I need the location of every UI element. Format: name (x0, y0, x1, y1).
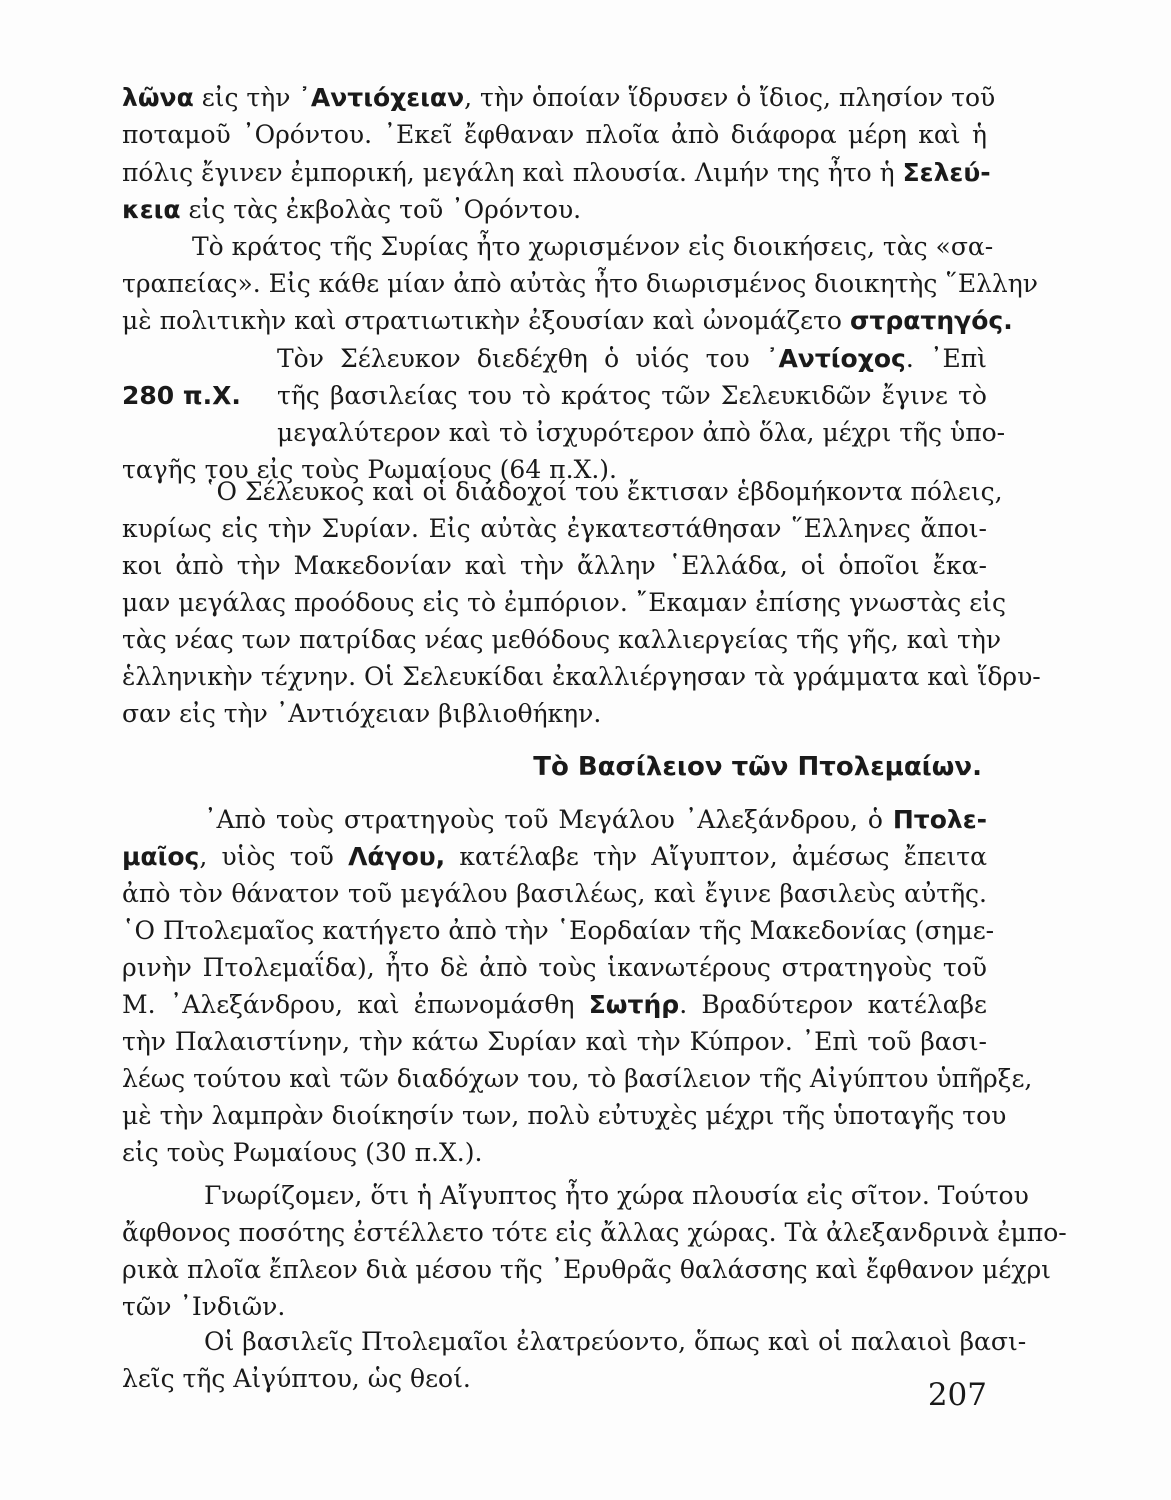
text-line (122, 118, 987, 152)
bold-term: μαῖος (122, 842, 200, 871)
text-line (122, 267, 1038, 301)
text-run: τῆς βασιλείας του τὸ κράτος τῶν Σελευκιδῶν ἔγινε τὸ (277, 381, 987, 410)
text-run: κοι ἀπὸ τὴν Μακεδονίαν καὶ τὴν ἄλλην ῾Ελλάδα, οἱ ὁποῖοι ἔκα- (122, 551, 987, 580)
text-run: . ᾿Επὶ (905, 344, 987, 373)
text-run: κατέλαβε τὴν Αἴγυπτον, ἀμέσως ἔπειτα (445, 842, 988, 871)
text-run: ποταμοῦ ᾿Ορόντου. ᾿Εκεῖ ἔφθαναν πλοῖα ἀπὸ διάφορα μέρη καὶ ἡ (122, 120, 987, 149)
text-run: ῾Ο Πτολεμαῖος κατήγετο ἀπὸ τὴν ῾Εορδαίαν τῆς Μακεδονίας (σημε- (122, 916, 995, 945)
text-run: μὲ πολιτικὴν καὶ στρατιωτικὴν ἐξουσίαν καὶ ὠνομάζετο (122, 306, 850, 335)
text-run: ταγῆς του εἰς τοὺς Ρωμαίους (64 π.Χ.). (122, 455, 618, 484)
text-run: λέως τούτου καὶ τῶν διαδόχων του, τὸ βασίλειον τῆς Αἰγύπτου ὑπῆρξε, (122, 1064, 1033, 1093)
text-line (122, 1362, 987, 1396)
text-line (122, 512, 987, 546)
text-line (122, 1136, 987, 1170)
bold-term: Σελεύ- (902, 158, 991, 187)
text-line (122, 988, 987, 1022)
text-run: εἰς τὴν (193, 83, 299, 112)
bold-term: κεια (122, 195, 181, 224)
text-run: Τὸ κράτος τῆς Συρίας ἦτο χωρισμένον εἰς διοικήσεις, τὰς «σα- (192, 232, 994, 261)
bold-term: Πτολε- (892, 805, 987, 834)
text-run: τραπείας». Εἰς κάθε μίαν ἀπὸ αὐτὰς ἦτο διωρισμένος διοικητὴς ῞Ελλην (122, 269, 1038, 298)
text-line (122, 379, 987, 413)
text-run: ἑλληνικὴν τέχνην. Οἱ Σελευκίδαι ἐκαλλιέργησαν τὰ γράμματα καὶ ἵδρυ- (122, 662, 1041, 691)
text-run: εἰς τοὺς Ρωμαίους (30 π.Χ.). (122, 1138, 483, 1167)
text-line (122, 623, 1002, 657)
text-line (122, 304, 1013, 338)
text-run: μεγαλύτερον καὶ τὸ ἰσχυρότερον ἀπὸ ὅλα, μέχρι τῆς ὑπο- (277, 418, 1006, 447)
text-run: κυρίως εἰς τὴν Συρίαν. Εἰς αὐτὰς ἐγκατεστάθησαν ῞Ελληνες ἄποι- (122, 514, 987, 543)
text-line (122, 475, 1003, 509)
text-line (122, 416, 1006, 450)
text-line (122, 1099, 1007, 1133)
text-run: μαν μεγάλας προόδους εἰς τὸ ἐμπόριον. ῎Εκαμαν ἐπίσης γνωστὰς εἰς (122, 588, 1006, 617)
text-run: ἀπὸ τὸν θάνατον τοῦ μεγάλου βασιλέως, καὶ ἔγινε βασιλεὺς αὐτῆς. (122, 879, 987, 908)
text-run: τὰς νέας των πατρίδας νέας μεθόδους καλλιεργείας τῆς γῆς, καὶ τὴν (122, 625, 1002, 654)
text-line (122, 81, 996, 115)
text-run: Τὸν Σέλευκον διεδέχθη ὁ υἱός του (277, 344, 766, 373)
text-line (122, 1253, 1051, 1287)
text-line (122, 342, 987, 376)
text-line (122, 156, 991, 190)
text-line (122, 1216, 1067, 1250)
text-run: εἰς τὰς ἐκβολὰς τοῦ ᾿Ορόντου. (180, 195, 582, 224)
text-line (122, 586, 1006, 620)
section-heading: Τὸ Βασίλειον τῶν Πτολεμαίων. (533, 752, 982, 782)
text-run: Οἱ βασιλεῖς Πτολεμαῖοι ἐλατρεύοντο, ὅπως καὶ οἱ παλαιοὶ βασι- (204, 1327, 1027, 1356)
bold-term: Σωτήρ (588, 990, 680, 1019)
text-line (122, 230, 994, 264)
text-line (122, 1179, 1029, 1213)
text-run: ρικὰ πλοῖα ἔπλεον διὰ μέσου τῆς ᾿Ερυθρᾶς θαλάσσης καὶ ἔφθανον μέχρι (122, 1255, 1051, 1284)
text-run: πόλις ἔγινεν ἐμπορική, μεγάλη καὶ πλουσία. Λιμήν της ἦτο ἡ (122, 158, 903, 187)
text-line (122, 877, 987, 911)
text-line (122, 1062, 1033, 1096)
bold-term: Λάγου, (348, 842, 446, 871)
page-number: 207 (927, 1377, 987, 1413)
text-run: ᾿Απὸ τοὺς στρατηγοὺς τοῦ Μεγάλου ᾿Αλεξάνδρου, ὁ (204, 805, 893, 834)
text-run: ρινὴν Πτολεμαΐδα), ἦτο δὲ ἀπὸ τοὺς ἱκανωτέρους στρατηγοὺς τοῦ (122, 953, 987, 982)
date-margin-note: 280 π.Χ. (122, 381, 241, 410)
text-line (122, 1325, 1027, 1359)
text-run: τῶν ᾿Ινδιῶν. (122, 1292, 286, 1321)
text-run: . Βραδύτερον κατέλαβε (679, 990, 987, 1019)
text-run: ἄφθονος ποσότης ἐστέλλετο τότε εἰς ἄλλας χώρας. Τὰ ἀλεξανδρινὰ ἐμπο- (122, 1218, 1067, 1247)
text-line (122, 1025, 987, 1059)
text-line (122, 840, 987, 874)
text-line (122, 193, 987, 227)
text-run: Μ. ᾿Αλεξάνδρου, καὶ ἐπωνομάσθη (122, 990, 589, 1019)
text-run: μὲ τὴν λαμπρὰν διοίκησίν των, πολὺ εὐτυχὲς μέχρι τῆς ὑποταγῆς του (122, 1101, 1007, 1130)
bold-term: ᾿Αντίοχος (765, 344, 906, 373)
text-run: Γνωρίζομεν, ὅτι ἡ Αἴγυπτος ἦτο χώρα πλουσία εἰς σῖτον. Τούτου (204, 1181, 1029, 1210)
text-line (122, 549, 987, 583)
text-run: , υἱὸς τοῦ (199, 842, 349, 871)
text-run: τὴν Παλαιστίνην, τὴν κάτω Συρίαν καὶ τὴν Κύπρον. ᾿Επὶ τοῦ βασι- (122, 1027, 987, 1056)
text-run: ῾Ο Σέλευκος καὶ οἱ διάδοχοί του ἔκτισαν ἑβδομήκοντα πόλεις, (204, 477, 1003, 506)
text-line (122, 951, 987, 985)
text-line (122, 914, 995, 948)
text-run: , τὴν ὁποίαν ἵδρυσεν ὁ ἴδιος, πλησίον τοῦ (464, 83, 996, 112)
text-line (122, 660, 1041, 694)
text-run: σαν εἰς τὴν ᾿Αντιόχειαν βιβλιοθήκην. (122, 699, 602, 728)
bold-term: στρατηγός. (849, 306, 1013, 335)
bold-term: λῶνα (122, 83, 194, 112)
text-line (122, 803, 987, 837)
text-line (122, 697, 987, 731)
bold-term: ᾿Αντιόχειαν (298, 83, 465, 112)
text-run: λεῖς τῆς Αἰγύπτου, ὡς θεοί. (122, 1364, 471, 1393)
text-line (122, 1290, 987, 1324)
